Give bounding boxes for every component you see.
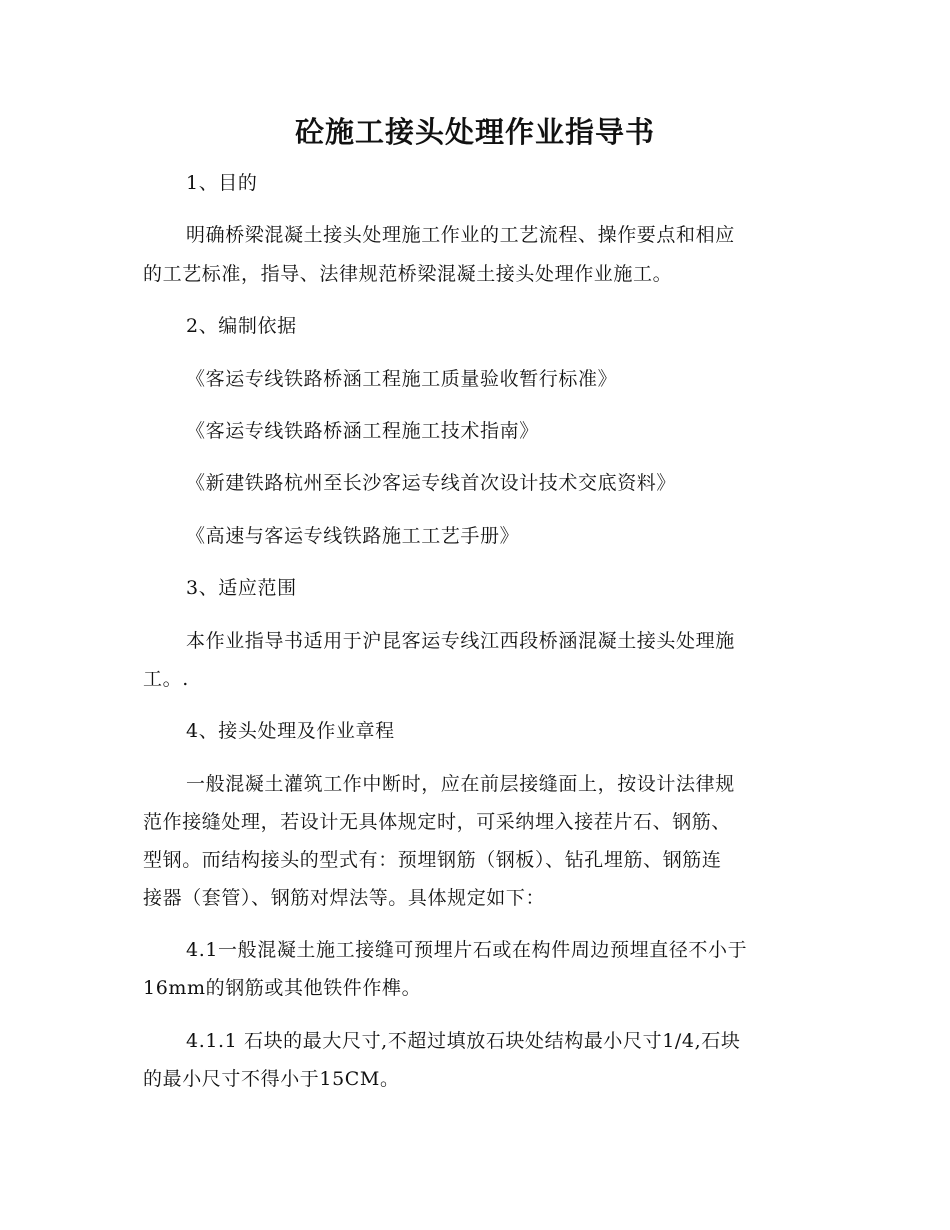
clause-4-1-1-continued: 的最小尺寸不得小于15CM。 (143, 1068, 400, 1090)
section-heading-joint-treatment: 4、接头处理及作业章程 (186, 720, 395, 742)
reference-item: 《高速与客运专线铁路施工工艺手册》 (186, 525, 520, 547)
clause-4-1: 4.1一般混凝土施工接缝可预埋片石或在构件周边预埋直径不小于 (186, 939, 748, 961)
paragraph-line: 接器（套管）、钢筋对焊法等。具体规定如下： (143, 887, 546, 909)
paragraph-line: 的工艺标准，指导、法律规范桥梁混凝土接头处理作业施工。 (143, 263, 673, 285)
document-title: 砼施工接头处理作业指导书 (294, 115, 655, 149)
clause-4-1-1: 4.1.1 石块的最大尺寸,不超过填放石块处结构最小尺寸1/4,石块 (186, 1030, 741, 1052)
reference-item: 《客运专线铁路桥涵工程施工质量验收暂行标准》 (186, 368, 618, 390)
paragraph-line: 范作接缝处理，若设计无具体规定时，可采纳埋入接茬片石、钢筋、 (143, 811, 732, 833)
section-heading-basis: 2、编制依据 (186, 315, 297, 337)
paragraph-line: 型钢。而结构接头的型式有：预埋钢筋（钢板）、钻孔埋筋、钢筋连 (143, 849, 722, 871)
clause-4-1-continued: 16mm的钢筋或其他铁件作榫。 (143, 977, 422, 999)
paragraph-line: 明确桥梁混凝土接头处理施工作业的工艺流程、操作要点和相应 (186, 224, 735, 246)
reference-item: 《新建铁路杭州至长沙客运专线首次设计技术交底资料》 (186, 472, 677, 494)
section-heading-purpose: 1、目的 (186, 172, 258, 194)
paragraph-line: 工。. (143, 668, 189, 690)
paragraph-line: 一般混凝土灌筑工作中断时，应在前层接缝面上，按设计法律规 (186, 773, 735, 795)
paragraph-line: 本作业指导书适用于沪昆客运专线江西段桥涵混凝土接头处理施 (186, 630, 735, 652)
reference-item: 《客运专线铁路桥涵工程施工技术指南》 (186, 420, 539, 442)
section-heading-scope: 3、适应范围 (186, 577, 297, 599)
